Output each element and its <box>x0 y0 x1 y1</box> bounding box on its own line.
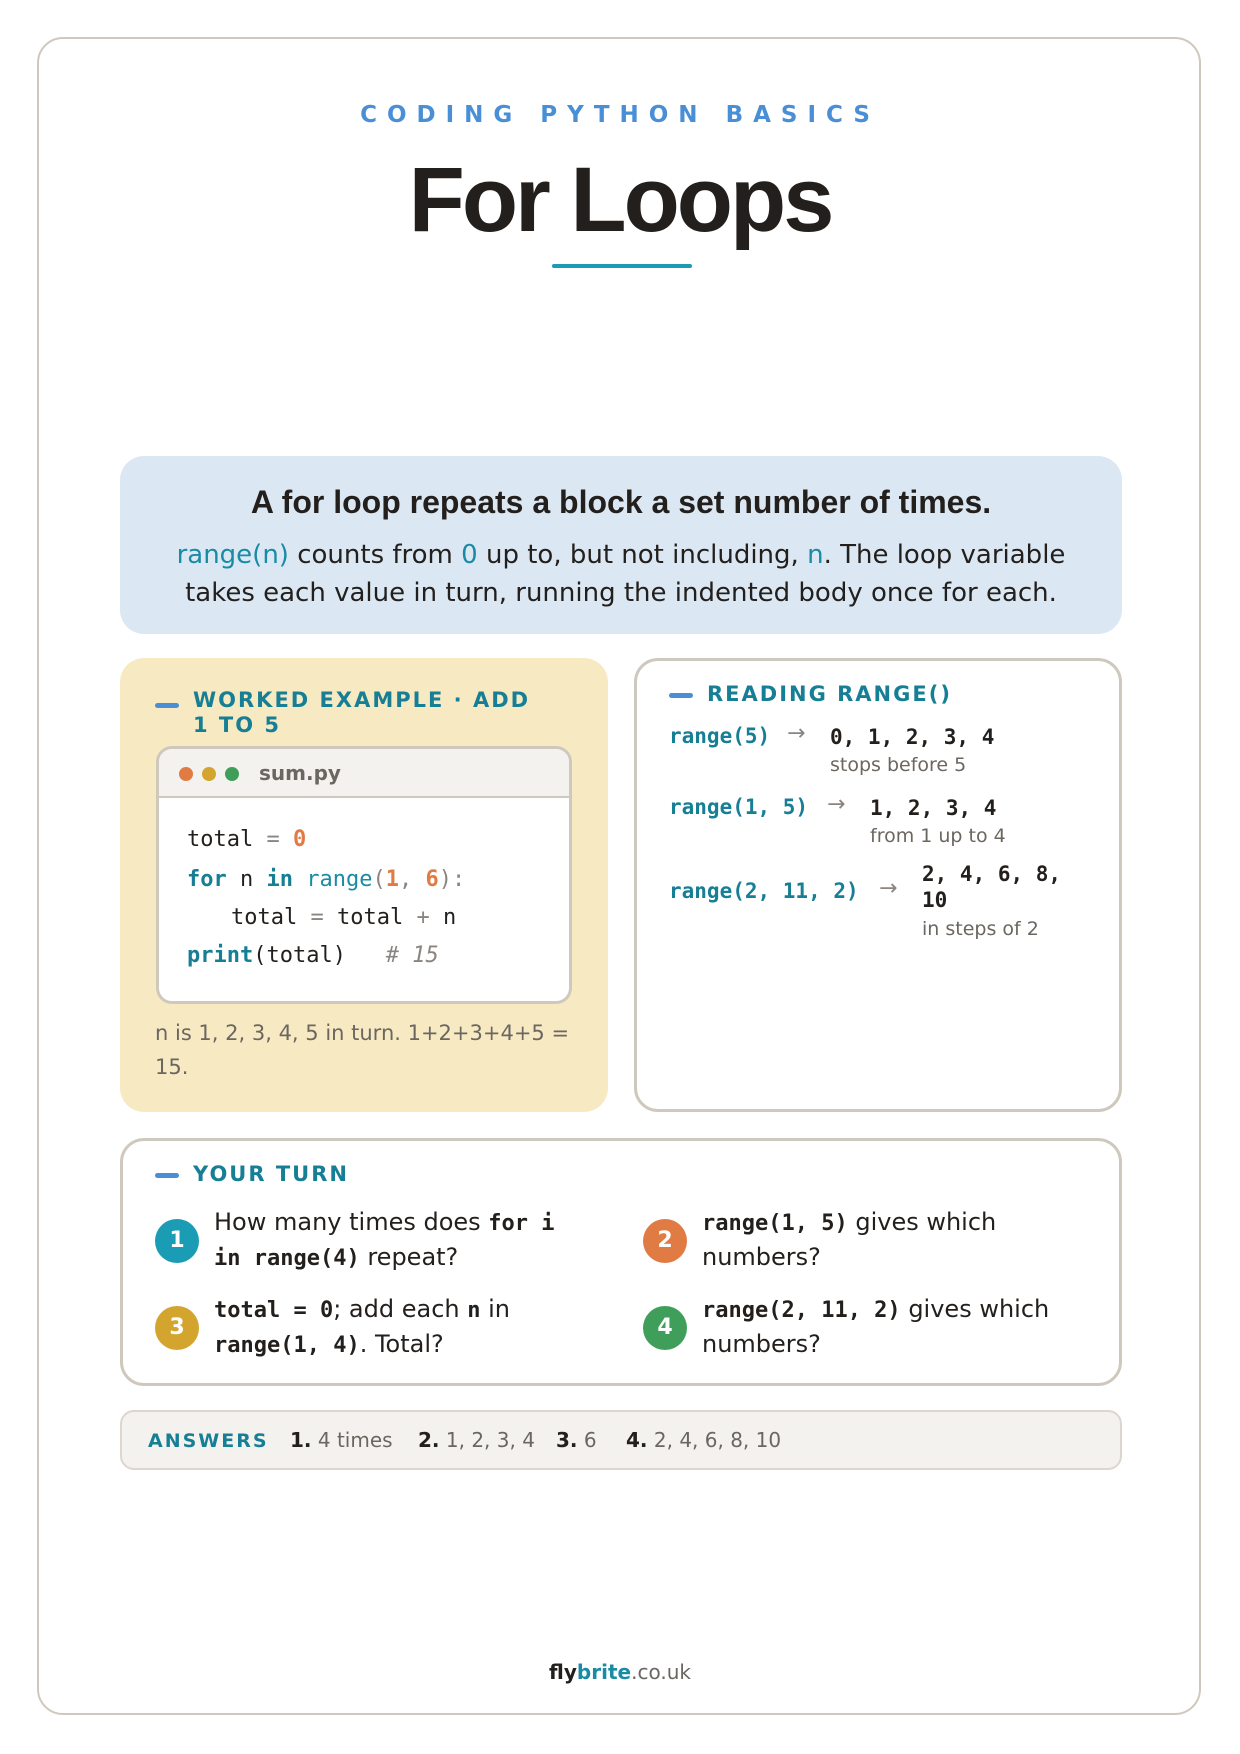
intro-code-n: n <box>807 540 824 570</box>
arrow-icon: → <box>787 721 806 746</box>
answer-number: 4. <box>626 1428 648 1452</box>
answer-item <box>626 1428 781 1452</box>
question-1 <box>214 1205 586 1275</box>
code-line-3 <box>231 905 456 930</box>
question-2 <box>702 1205 1074 1275</box>
question-text: gives which numbers? <box>702 1208 997 1271</box>
question-code: for i in range(4) <box>214 1211 555 1271</box>
arrow-icon: → <box>879 876 898 901</box>
page-title: For Loops <box>408 149 832 251</box>
question-number-badge: 4 <box>643 1306 687 1350</box>
reading-range-card <box>634 658 1122 1112</box>
code-token: + <box>416 905 430 930</box>
code-token: 0 <box>292 827 307 852</box>
code-window <box>156 746 572 1004</box>
answer-number: 1. <box>290 1428 312 1452</box>
intro-code-range: range(n) <box>176 540 289 570</box>
window-dot-orange-icon <box>179 767 193 781</box>
range-note: from 1 up to 4 <box>870 825 1006 847</box>
reading-range-label: READING RANGE() <box>707 682 952 706</box>
window-dot-green-icon <box>225 767 239 781</box>
answers-bar <box>120 1410 1122 1470</box>
question-code: n <box>467 1298 481 1323</box>
code-window-titlebar <box>159 749 569 798</box>
answer-text: 6 <box>583 1428 597 1452</box>
code-line-2 <box>187 867 465 892</box>
code-token: (total) <box>253 943 346 968</box>
question-code: range(2, 11, 2) <box>702 1298 901 1323</box>
brand-domain: .co.uk <box>631 1660 691 1684</box>
range-note: in steps of 2 <box>922 918 1039 940</box>
code-line-1 <box>187 827 306 852</box>
question-text: gives which numbers? <box>702 1295 1050 1358</box>
code-token: for <box>187 867 227 892</box>
code-file-name: sum.py <box>259 761 341 785</box>
code-token: n <box>442 905 457 930</box>
code-token: ( <box>372 867 386 892</box>
code-line-4 <box>187 943 439 968</box>
answer-item <box>556 1428 597 1452</box>
question-text: How many times does <box>214 1208 489 1236</box>
question-text: repeat? <box>359 1243 459 1271</box>
code-token: 1 <box>385 867 399 892</box>
code-token: total <box>187 827 254 852</box>
code-token: , <box>398 867 413 892</box>
answer-item <box>418 1428 535 1452</box>
range-output: 2, 4, 6, 8, 10 <box>922 862 1062 912</box>
answer-number: 3. <box>556 1428 578 1452</box>
question-code: total = 0 <box>214 1298 334 1323</box>
intro-body <box>150 536 1092 612</box>
question-4 <box>702 1292 1074 1362</box>
your-turn-card <box>120 1138 1122 1386</box>
section-dash <box>155 703 179 708</box>
code-token: in <box>266 867 293 892</box>
intro-text-2: up to, but not including, <box>477 540 808 570</box>
answer-text: 1, 2, 3, 4 <box>445 1428 535 1452</box>
section-dash <box>669 693 693 698</box>
question-number-badge: 3 <box>155 1306 199 1350</box>
code-token: = <box>310 905 324 930</box>
arrow-icon: → <box>827 792 846 817</box>
answer-text: 2, 4, 6, 8, 10 <box>653 1428 782 1452</box>
range-output: 0, 1, 2, 3, 4 <box>830 725 995 749</box>
code-token: total <box>336 905 404 930</box>
question-code: range(1, 4) <box>214 1333 360 1358</box>
window-dot-yellow-icon <box>202 767 216 781</box>
answer-number: 2. <box>418 1428 440 1452</box>
title-underline <box>552 264 692 268</box>
code-comment: # 15 <box>385 943 439 968</box>
question-3 <box>214 1292 586 1362</box>
answer-item <box>290 1428 393 1452</box>
range-expr: range(2, 11, 2) <box>669 879 859 903</box>
your-turn-label: YOUR TURN <box>193 1162 349 1186</box>
range-expr: range(1, 5) <box>669 795 809 819</box>
code-token: total <box>231 905 298 930</box>
question-text: . Total? <box>359 1330 444 1358</box>
section-dash <box>155 1173 179 1178</box>
intro-panel <box>120 456 1122 634</box>
code-token: = <box>266 827 280 852</box>
question-number-badge: 1 <box>155 1219 199 1263</box>
intro-text-1: counts from <box>288 540 462 570</box>
page-kicker: CODING PYTHON BASICS <box>360 102 880 128</box>
code-token: ): <box>438 867 466 892</box>
footer-brand <box>0 1660 1240 1684</box>
brand-brite: brite <box>576 1660 632 1684</box>
code-token: range <box>306 867 373 892</box>
range-output: 1, 2, 3, 4 <box>870 796 997 820</box>
question-number-badge: 2 <box>643 1219 687 1263</box>
answer-text: 4 times <box>317 1428 393 1452</box>
brand-fly: fly <box>549 1660 577 1684</box>
code-token: print <box>187 943 254 968</box>
worked-example-note: n is 1, 2, 3, 4, 5 in turn. 1+2+3+4+5 = 15. <box>155 1021 570 1079</box>
intro-headline: A for loop repeats a block a set number of times. <box>250 484 992 520</box>
range-note: stops before 5 <box>830 754 967 776</box>
worked-example-card <box>120 658 608 1112</box>
worked-example-label: WORKED EXAMPLE · ADD 1 TO 5 <box>193 688 531 737</box>
question-text: ; add each <box>333 1295 468 1323</box>
question-code: range(1, 5) <box>702 1211 848 1236</box>
intro-text-3: . The loop variable takes each value in turn, running the indented body once for each. <box>185 540 1066 608</box>
question-text: in <box>480 1295 511 1323</box>
code-token: n <box>240 867 254 892</box>
intro-code-zero: 0 <box>461 540 478 570</box>
range-expr: range(5) <box>669 724 771 748</box>
code-token: 6 <box>425 867 439 892</box>
answers-label: ANSWERS <box>148 1430 269 1452</box>
